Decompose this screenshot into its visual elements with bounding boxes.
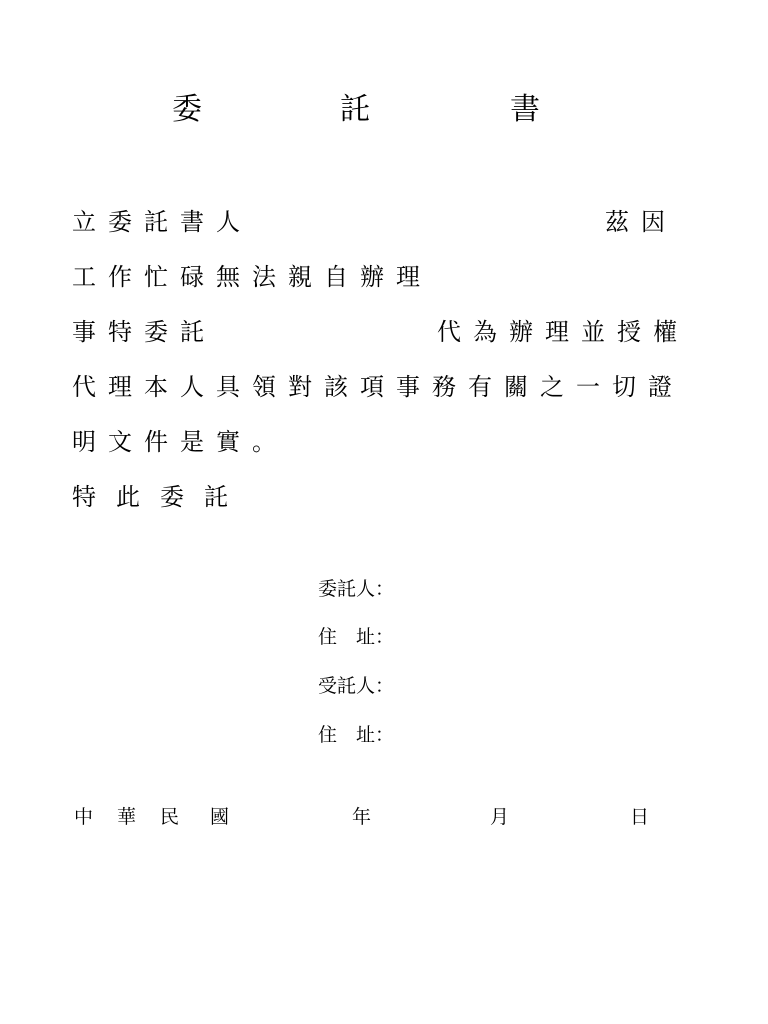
body-line-3-right: 代為辦理並授權 bbox=[437, 318, 689, 346]
date-month-label: 月 bbox=[490, 806, 510, 828]
date-era-char-4: 國 bbox=[210, 806, 230, 828]
body-line-4: 代理本人具領對該項事務有關之一切證 bbox=[72, 373, 684, 401]
agent-address-label: 住 址： bbox=[318, 724, 395, 746]
date-era-char-1: 中 bbox=[74, 806, 94, 828]
body-line-5: 明文件是實。 bbox=[72, 428, 288, 456]
title-char-2: 託 bbox=[340, 92, 370, 127]
date-era-char-2: 華 bbox=[117, 806, 137, 828]
principal-label: 委託人： bbox=[318, 578, 395, 600]
principal-address-label: 住 址： bbox=[318, 626, 395, 648]
body-line-1-right: 茲因 bbox=[605, 208, 677, 236]
date-year-label: 年 bbox=[352, 806, 372, 828]
body-line-3-left: 事特委託 bbox=[72, 318, 216, 346]
body-line-6: 特此委託 bbox=[72, 483, 248, 511]
body-line-1-left: 立委託書人 bbox=[72, 208, 252, 236]
title-char-1: 委 bbox=[172, 92, 202, 127]
body-line-2: 工作忙碌無法親自辦理 bbox=[72, 263, 432, 291]
agent-label: 受託人： bbox=[318, 675, 395, 697]
date-era-char-3: 民 bbox=[160, 806, 180, 828]
date-day-label: 日 bbox=[630, 806, 650, 828]
title-char-3: 書 bbox=[510, 92, 540, 127]
